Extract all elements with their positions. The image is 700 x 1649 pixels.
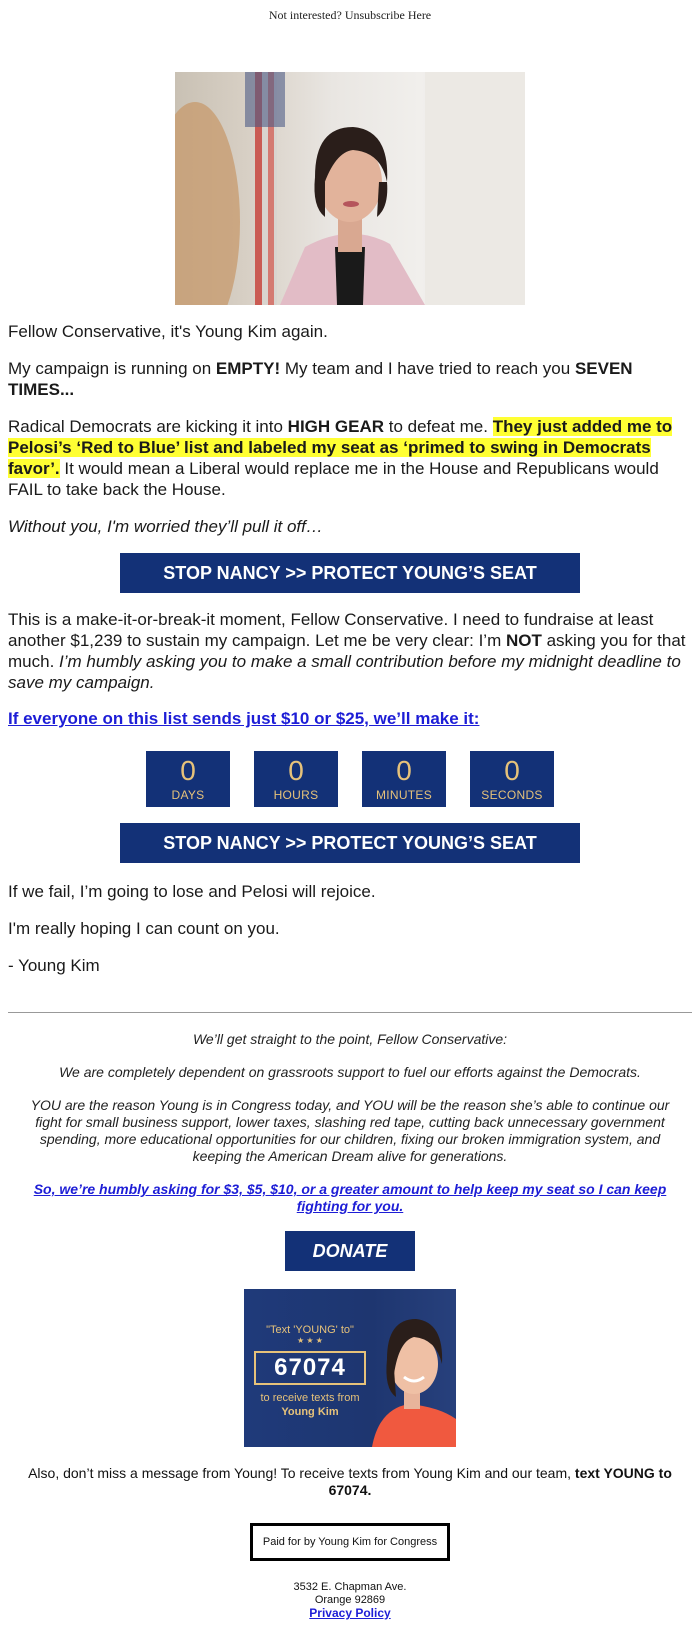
campaign-empty-paragraph: My campaign is running on EMPTY! My team and I have tried to reach you SEVEN TIMES... bbox=[8, 359, 633, 399]
sms-code: 67074 bbox=[254, 1351, 366, 1385]
divider bbox=[8, 1012, 692, 1013]
footer-ask-link[interactable]: So, we’re humbly asking for $3, $5, $10, or a greater amount to help keep my seat so I can keep fighting for you. bbox=[33, 1181, 667, 1214]
hope-text: I'm really hoping I can count on you. bbox=[8, 919, 280, 938]
candidate-portrait-image bbox=[175, 72, 525, 305]
unsubscribe-link[interactable]: Not interested? Unsubscribe Here bbox=[268, 8, 432, 22]
everyone-list-link[interactable]: If everyone on this list sends just $10 or $25, we’ll make it: bbox=[8, 709, 480, 728]
countdown-seconds: 0 SECONDS bbox=[470, 751, 554, 807]
radical-democrats-paragraph: Radical Democrats are kicking it into HIGH GEAR to defeat me. They just added me to Pelosi’s ‘Red to Blue’ list and labeled my seat as ‘primed to swing in Democrats favor’. It would mean a Liberal would replace me in the House and Republicans would FAIL to take back the House. bbox=[8, 417, 673, 499]
countdown-hours: 0 HOURS bbox=[254, 751, 338, 807]
countdown-days: 0 DAYS bbox=[146, 751, 230, 807]
protect-seat-button-2[interactable]: STOP NANCY >> PROTECT YOUNG’S SEAT bbox=[120, 823, 580, 863]
privacy-policy-link[interactable]: Privacy Policy bbox=[309, 1606, 391, 1620]
sms-text: Also, don’t miss a message from Young! To receive texts from Young Kim and our team, text YOUNG to 67074. bbox=[28, 1465, 672, 1498]
text-young-banner[interactable] bbox=[244, 1289, 456, 1447]
footer-point-text: We’ll get straight to the point, Fellow Conservative: bbox=[192, 1031, 508, 1047]
footer-reason-text: YOU are the reason Young is in Congress today, and YOU will be the reason she’s able to continue our fight for small business support, lower taxes, slashing red tape, cutting back unnecessary government spending, more educational opportunities for our children, fixing our broken immigration system, and keeping the American Dream alive for generations. bbox=[30, 1097, 670, 1164]
donate-button[interactable]: DONATE bbox=[285, 1231, 415, 1271]
signature: - Young Kim bbox=[8, 956, 100, 975]
countdown-timer bbox=[8, 751, 692, 807]
banner-text: "Text 'YOUNG' to" ★ ★ ★ 67074 to receive texts from Young Kim bbox=[250, 1323, 370, 1419]
fundraise-paragraph: This is a make-it-or-break-it moment, Fellow Conservative. I need to fundraise at least another $1,239 to sustain my campaign. Let me be very clear: I’m NOT asking you for that much. I’m humbly asking you to make a small contribution before my midnight deadline to save my campaign. bbox=[8, 610, 686, 692]
paid-for-box: Paid for by Young Kim for Congress bbox=[250, 1523, 450, 1561]
footer-grassroots-text: We are completely dependent on grassroots support to fuel our efforts against the Democrats. bbox=[59, 1064, 641, 1080]
footer-ask-link-wrap bbox=[10, 1181, 690, 1215]
address-block bbox=[0, 1581, 700, 1621]
protect-seat-button[interactable]: STOP NANCY >> PROTECT YOUNG’S SEAT bbox=[120, 553, 580, 593]
highlighted-text: They just added me to Pelosi’s ‘Red to Blue’ list and labeled my seat as ‘primed to swing in Democrats favor’. bbox=[8, 417, 673, 478]
countdown-minutes: 0 MINUTES bbox=[362, 751, 446, 807]
intro-greeting: Fellow Conservative, it's Young Kim again. bbox=[8, 322, 328, 341]
address-street: 3532 E. Chapman Ave. bbox=[293, 1581, 407, 1593]
address-city: Orange 92869 bbox=[314, 1594, 386, 1606]
fail-text: If we fail, I’m going to lose and Pelosi will rejoice. bbox=[8, 882, 376, 901]
worried-text: Without you, I'm worried they’ll pull it off… bbox=[8, 517, 323, 536]
